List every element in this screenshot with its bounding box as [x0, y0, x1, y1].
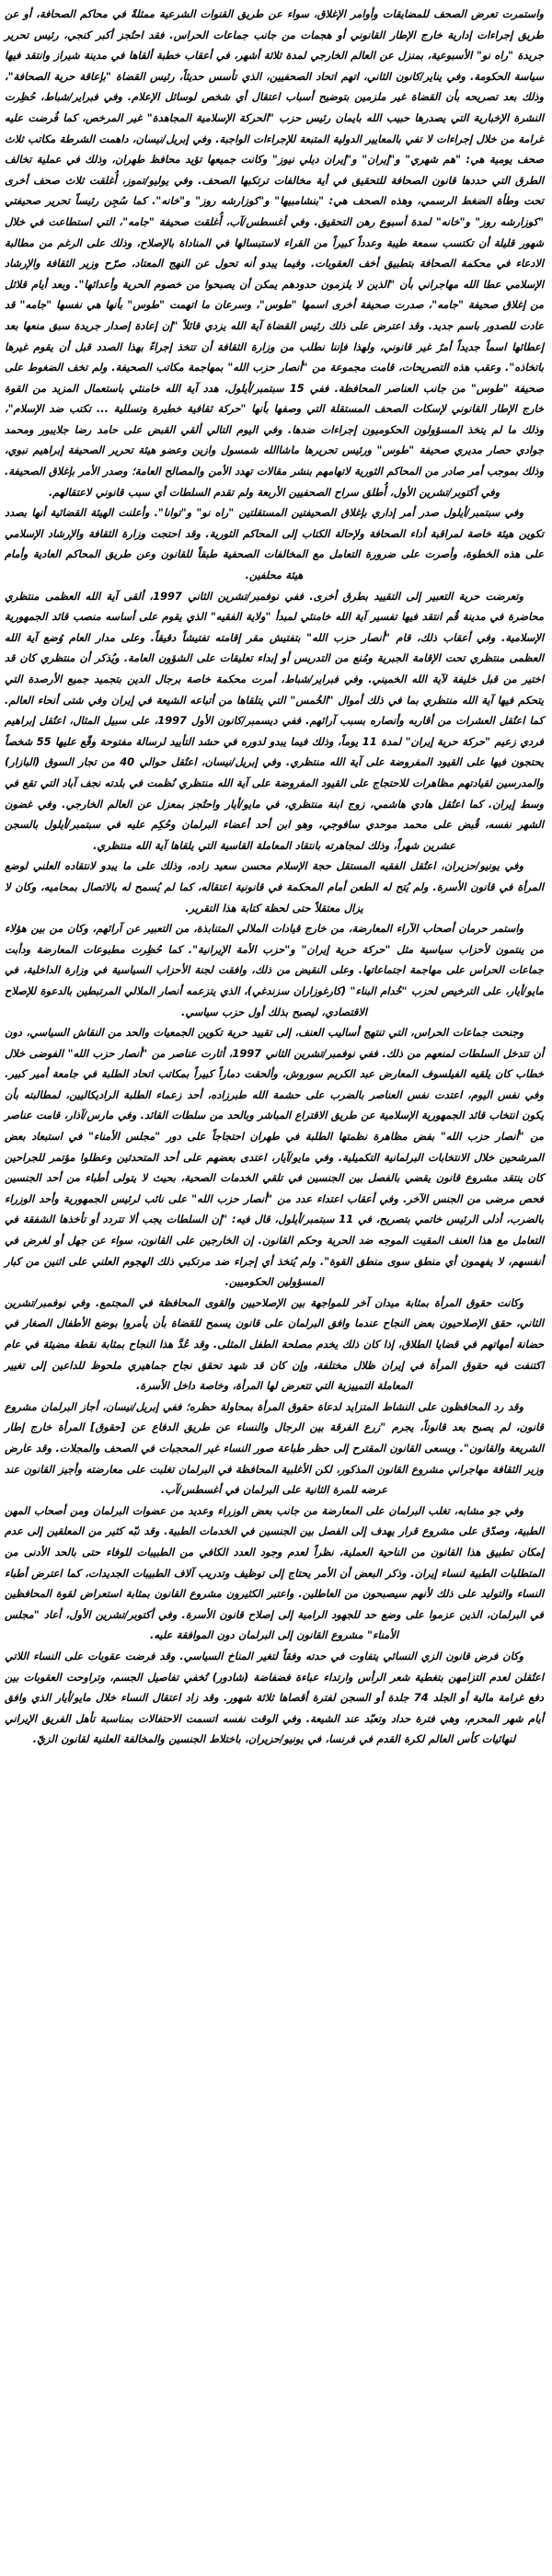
paragraph-press-harassment: واستمرت تعرض الصحف للمضايقات وأوامر الإغلاق، سواء عن طريق القنوات الشرعية ممثلةً في محاكم الصحافة، أو عن طريق إجراءات إدارية خارج الإطار القانوني أو هجمات من جانب جماعات الحراس. فقد احتُجز أكبر كنجي، رئيس تحرير جريدة "راه نو" الأسبوعية، بمنزل عن العالم الخارجي لمدة ثلاثة أشهر، في أعقاب خطبة ألقاها في مدينة شيراز وانتقد فيها سياسة الحكومة. وفي يناير/كانون الثاني، اتهم اتحاد الصحفيين، الذي تأسس حديثاً، رئيس القضاة "بإعاقة حرية الصحافة"، وذلك بعد تصريحه بأن القضاة غير ملزمين بتوضيح أسباب اعتقال أي شخص لوسائل الإعلام. وفي فبراير/شباط، حُظِرت النشرة الإخبارية التي يصدرها حبيب الله بايمان رئيس حزب "الحركة الإسلامية المجاهدة" غير المرخص، كما فُرضت عليه غرامة من خلال إجراءات لا تفي بالمعايير الدولية المتبعة للإجراءات الواجبة. وفي إبريل/نيسان، داهمت الشرطة مكاتب ثلاث صحف يومية هي: "هم شهري" و"إيران" و"إيران ديلي نيوز" وكانت جميعها تؤيد محافظ طهران، وذلك في عملية تخالف الطرق التي حددها قانون الصحافة للتحقيق في أية مخالفات ترتكبها الصحف. وفي يوليو/تموز، أُغلقت ثلاث صحف أخرى تحت وطأة الضغط الرسمي، وهذه الصحف هي: "بنشامبيها" و"كوزارشه روز" و"خانه". كما سُجِن رئيساً تحرير صحيفتي "كوزارشه روز" و"خانه" لمدة أسبوع رهن التحقيق. وفي أغسطس/آب، أُغلقت صحيفة "جامه"، التي استطاعت في خلال شهور قليلة أن تكتسب سمعة طيبة وعدداً كبيراً من القراء لاستبسالها في المناداة بالإصلاح، وذلك على الرغم من مطالبة الادعاء في محكمة الصحافة بتطبيق أخف العقوبات. وفيما يبدو أنه تحول عن النهج المعتاد، صرّح وزير الثقافة والإرشاد الإسلامي عطا الله مهاجراني بأن "الذين لا يلزمون حدودهم يمكن أن يصبحوا من خصوم الحرية وأعدائها". وبعد أيام قلائل من إغلاق صحيفة "جامه"، صدرت صحيفة أخرى اسمها "طوس"، وسرعان ما اتهمت "طوس" بأنها هي نفسها "جامه" قد عادت للصدور باسم جديد. وقد اعترض على ذلك رئيس القضاة آية الله يزدي قائلاً "إن إعادة إصدار جريدة سبق منعها بعد إعطائها اسماً جديداً أمرٌ غير قانوني، ولهذا فإننا نطلب من وزارة الثقافة أن تتخذ إجراءً بهذا الصدد قبل أن يقوم غيرها باتخاذه". وعقب هذه التصريحات، قامت مجموعة من "أنصار حزب الله" بمهاجمة مكاتب الصحيفة. ولم تخف الضغوط على صحيفة "طوس" من جانب العناصر المحافظة. ففي 15 سبتمبر/أيلول، هدد آية الله خامنئي باستعمال المزيد من القوة خارج الإطار القانوني لإسكات الصحف المستقلة التي وصفها بأنها "حركة ثقافية خطيرة وتسللية ... تكتب ضد الإسلام"، وذلك ما لم يتخذ المسؤولون الحكوميون إجراءات ضدها. وفي اليوم التالي ألقي القبض على حامد رضا جلايبور ومحمد جوادي حصار مديري صحيفة "طوس" ورئيس تحريرها ماشاالله شمسول وازين وعضو هيئة تحرير الصحيفة إبراهيم نبوي، وذلك بموجب أمر صادر من المحاكم الثورية لاتهامهم بنشر مقالات تهدد الأمن والمصالح العامة؛ وصدر الأمر بإغلاق الصحيفة. وفي أكتوبر/تشرين الأول، أُطلق سراح الصحفيين الأربعة ولم تقدم السلطات أي سبب قانوني لاعتقالهم. — [5, 7, 544, 499]
paragraph-dress-code: وكان فرض قانون الزي النسائي يتفاوت في حدته وفقاً لتغير المناخ السياسي. وقد فرضت عقوبات على النساء اللاتي اعتُقلن لعدم التزامهن بتغطية شعر الرأس وارتداء عباءة فضفاضة (شادور) تُخفي تفاصيل الجسم، وتراوحت العقوبات بين دفع غرامة مالية أو الجلد 74 جلدة أو السجن لفترة أقصاها ثلاثة شهور. وقد زاد اعتقال النساء خلال مايو/أيار الذي وافق أيام شهر المحرم، وهي فترة حداد وتعبّد عند الشيعة. وفي الوقت نفسه اتسمت الاحتفالات بمناسبة تأهل الفريق الإيراني لنهائيات كأس العالم لكرة القدم في فرنسا، في يونيو/حزيران، باختلاط الجنسين والمخالفة العلنية لقانون الزيّ. — [5, 1649, 544, 1746]
paragraph-judicial-press-body: وفي سبتمبر/أيلول صدر أمر إداري بإغلاق الصحيفتين المستقلتين "راه نو" و"توانا". وأعلنت الهيئة القضائية أنها بصدد تكوين هيئة خاصة لمراقبة أداء الصحافة ولإحالة الكتاب إلى المحاكم الثورية. وقد احتجت وزارة الثقافة والإرشاد الإسلامي على هذه الخطوة، وأصرت على ضرورة التعامل مع المخالفات الصحفية طبقاً للقانون وعن طريق المحاكم العادية وأمام هيئة محلفين. — [5, 506, 544, 582]
paragraph-opposition-parties: واستمر حرمان أصحاب الآراء المعارضة، من خارج قيادات الملالي المتنابذة، من التعبير عن آرائهم، وكان من بين هؤلاء من ينتمون لأحزاب سياسية مثل "حركة حرية إيران" و"حزب الأمة الإيرانية". كما حُظِرت مطبوعات المعارضة ودأبت جماعات الحراس على مهاجمة اجتماعاتها. وعلى النقيض من ذلك، وافقت لجنة الأحزاب السياسية في وزارة الداخلية، في مايو/أيار، على الترخيص لحزب "خُدام البناء" (كارغوزاران سزندغي)، الذي يتزعمه أنصار الملالي المرتبطين بالدعوة للإصلاح الاقتصادي، ليصبح بذلك أول حزب سياسي. — [5, 922, 544, 1018]
paragraph-gender-segregation-law: وفي جو مشابه، تغلب البرلمان على المعارضة من جانب بعض الوزراء وعديد من عضوات البرلمان ومن أصحاب المهن الطبية، وصدّق على مشروع قرار يهدف إلى الفصل بين الجنسين في الخدمات الطبية. وقد نبّه كثير من المعلقين إلى عدم إمكان تطبيق هذا القانون من الناحية العملية، نظراً لعدم وجود العدد الكافي من الطبيبات للوفاء حتى بالحد الأدنى من المتطلبات الطبية لنساء إيران. وذكر البعض أن الأمر يحتاج إلى توظيف وتدريب آلاف الطبيبات الجديدات، كما اعترض أطباء النساء والتوليد على ذلك لأنهم سيصبحون من العاطلين. واعتبر الكثيرون مشروع القانون بمثابة استعراض لقوة المحافظين في البرلمان، الذين عزموا على وضع حد للجهود الرامية إلى إصلاح قانون الأسرة. وفي أكتوبر/تشرين الأول، أعاد "مجلس الأمناء" مشروع القانون إلى البرلمان دون الموافقة عليه. — [5, 1503, 544, 1642]
paragraph-montazeri: وتعرضت حرية التعبير إلى التقييد بطرق أخرى. ففي نوفمبر/تشرين الثاني 1997، ألقى آية الله العظمى منتظري محاضرة في مدينة قُم انتقد فيها تفسير آية الله خامنئي لمبدأ "ولاية الفقيه" الذي يقوم على أساسه منصب قائد الجمهورية الإسلامية. وفي أعقاب ذلك، قام "أنصار حزب الله" بتفتيش مقر إقامته تفتيشاً دقيقاً. وعلى مدار العام وُضع آية الله العظمى منتظري تحت الإقامة الجبرية ومُنع من التدريس أو إبداء تعليقات على الشؤون العامة. ويُذكر أن منتظري كان قد اختير من قبل خليفة لآية الله الخميني. وفي فبراير/شباط، أمرت محكمة خاصة برجال الدين بتجميد جميع الأرصدة التي يتحكم فيها آية الله منتظري بما في ذلك أموال "الخُمس" التي يتلقاها من أتباعه الشيعة في إيران وفي شتى أنحاء العالم. كما اعتُقل العشرات من أقاربه وأنصاره بسبب آرائهم. ففي ديسمبر/كانون الأول 1997، على سبيل المثال، اعتُقل إبراهيم فردي زعيم "حركة حرية إيران" لمدة 11 يوماً، وذلك فيما يبدو لدوره في حشد التأييد لرسالة مفتوحة وقّع عليها 55 شخصاً يحتجون فيها على القيود المفروضة على آية الله منتظري. وفي إبريل/نيسان، اعتُقل حوالي 40 من تجار السوق (البازار) والمدرسين لقيادتهم مظاهرات للاحتجاج على القيود المفروضة على آية الله منتظري نُظمت في بلدته نجف آباد التي تقع في وسط إيران. كما اعتُقل هادي هاشمي، زوج ابنة منتظري، في مايو/أيار واحتُجز بمعزل عن العالم الخارجي. وفي غضون الشهر نفسه، قُبض على محمد موحدي سافوجي، وهو ابن أحد أعضاء البرلمان وحُكِم عليه في سبتمبر/أيلول بالسجن عشرين شهراً، وذلك لمجاهرته بانتقاد المعاملة القاسية التي يلقاها آية الله منتظري. — [5, 589, 544, 852]
document-text-body — [5, 4, 544, 1750]
paragraph-conservative-backlash: وقد رد المحافظون على النشاط المتزايد لدعاة حقوق المرأة بمحاولة حظره؛ ففي إبريل/نيسان، أجاز البرلمان مشروع قانون، لم يصبح بعد قانوناً، يجرم "زرع الفرقة بين الرجال والنساء عن طريق الدفاع عن [حقوق] المرأة خارج إطار الشريعة والقانون". ويسعى القانون المقترح إلى حظر طباعة صور النساء غير المحجبات في الصحف والمجلات. وقد عارض وزير الثقافة مهاجراني مشروع القانون المذكور، لكن الأغلبية المحافظة في البرلمان تغلبت على معارضته وأجيز القانون عند عرضه للمرة الثانية على البرلمان في أغسطس/آب. — [5, 1399, 544, 1497]
paragraph-womens-rights: وكانت حقوق المرأة بمثابة ميدان آخر للمواجهة بين الإصلاحيين والقوى المحافظة في المجتمع. وفي نوفمبر/تشرين الثاني، حقق الإصلاحيون بعض النجاح عندما وافق البرلمان على قانون يسمح للقضاة بأن يأمروا بوضع الأطفال الصغار في حضانة أمهاتهم في قضايا الطلاق، إذا كان ذلك يخدم مصلحة الطفل المثلى. وقد عُدَّ هذا النجاح بمثابة نقطة مضيئة في عام اكتنفت فيه حقوق المرأة في إيران ظلال مختلفة، وإن كان قد شهد تحقق نجاح جماهيري ملحوظ للداعين إلى تغيير المعاملة التمييزية التي تتعرض لها المرأة، وخاصة داخل الأسرة. — [5, 1295, 544, 1393]
paragraph-ansar-violence: وجنحت جماعات الحراس، التي تنتهج أساليب العنف، إلى تقييد حرية تكوين الجمعيات والحد من النقاش السياسي، دون أن تتدخل السلطات لمنعهم من ذلك. ففي نوفمبر/تشرين الثاني 1997، أثارت عناصر من "أنصار حزب الله" الفوضى خلال خطاب كان يلقيه الفيلسوف المعارض عبد الكريم سوروش، وألحقت دماراً كبيراً بمكاتب اتحاد الطلبة في جامعة أمير كبير. وفي نفس اليوم، اعتدت نفس العناصر بالضرب على حشمة الله طبرزاده، أحد زعماء الطلبة الراديكاليين، لمطالبته بأن يكون انتخاب قائد الجمهورية الإسلامية عن طريق الاقتراع المباشر وبالحد من سلطات القائد. وفي مارس/آذار، قامت عناصر من "أنصار حزب الله" بفض مظاهرة نظمتها الطلبة في طهران احتجاجاً على دور "مجلس الأمناء" في استبعاد بعض المرشحين خلال الانتخابات البرلمانية التكميلية. وفي مايو/آيار، اعتدى بعضهم على أحد المتحدثين وعطلوا مؤتمر للجراحين كان ينتقد مشروع قانون يقضي بالفصل بين الجنسين في تلقي الخدمات الصحية، بحيث لا يتولى أطباء من أحد الجنسين فحص مرضى من الجنس الآخر. وفي أعقاب اعتداء عدد من "أنصار حزب الله" على نائب لرئيس الجمهورية وأحد الوزراء بالضرب، أدلى الرئيس خاتمي بتصريح، في 11 سبتمبر/أيلول، قال فيه: "إن السلطات يجب ألا تتردد أو تأخذها الشفقة في التعامل مع هذا العنف المقيت الموجه ضد الحرية وحكم القانون. إن الخارجين على القانون، سواء عن جهل أو لغرض في أنفسهم، لا يفهمون أي منطق سوى منطق القوة". ولم يُتخذ أي إجراء ضد مرتكبي ذلك الهجوم العلني على اثنين من كبار المسؤولين الحكوميين. — [5, 1026, 544, 1289]
paragraph-saeedzadeh: وفي يونيو/حزيران، اعتُقل الفقيه المستقل حجة الإسلام محسن سعيد زاده، وذلك على ما يبدو لانتقاده العلني لوضع المرأة في قانون الأسرة. ولم يُتح له الطعن أمام المحكمة في قانونية اعتقاله، كما لم يُسمح له بالاتصال بمحاميه، وكان لا يزال معتقلاً حتى لحظة كتابة هذا التقرير. — [5, 859, 544, 914]
